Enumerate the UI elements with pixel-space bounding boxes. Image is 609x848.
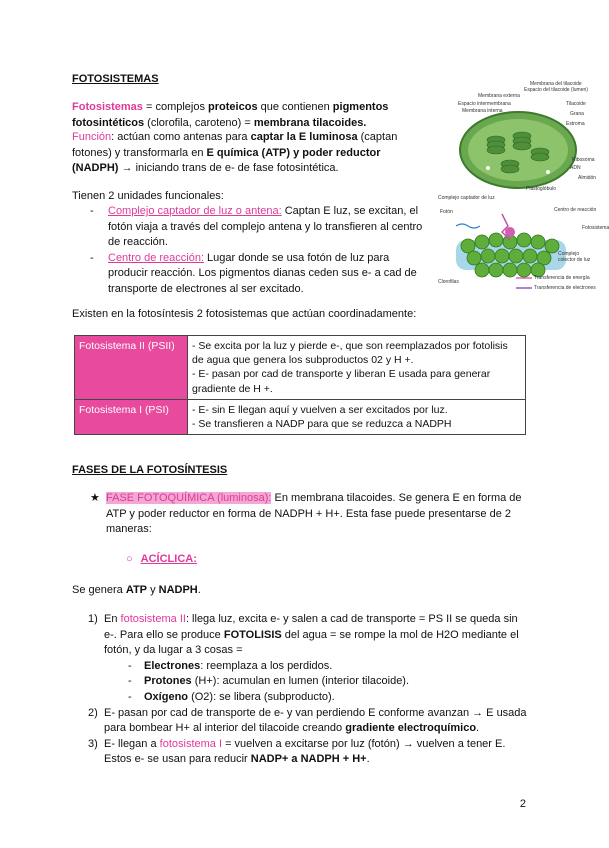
table-header-cell: Fotosistema II (PSII)	[75, 336, 188, 400]
step-bold: NADP+ a NADPH + H+	[250, 753, 367, 766]
sub-term: Oxígeno	[144, 691, 189, 704]
step-pink: fotosistema I	[159, 737, 223, 750]
unit-term-antena: Complejo captador de luz o antena:	[108, 205, 282, 217]
list-dash: -	[128, 691, 132, 704]
list-dash: -	[128, 659, 132, 672]
coord-text: Existen en la fotosíntesis 2 fotosistemas que actúan coordinadamente:	[72, 308, 417, 320]
step-text: = vuelven a excitarse por luz (fotón) → vuelven a tener E. Estos e- se usan para reducir	[104, 737, 506, 766]
fig-label: Estroma	[566, 121, 585, 127]
step-text: del agua = se rompe la mol de H2O mediante el fotón, y da lugar a 3 cosas =	[104, 628, 519, 657]
steps-list	[72, 612, 532, 768]
sub-text: (H+): acumulan en lumen (interior tilacoide).	[191, 675, 410, 688]
unit-term-centro: Centro de reacción:	[108, 251, 204, 264]
unit-text: Captan E luz, se excitan, el fotón viaja a través del complejo antena y lo transfieren al centro de reacción.	[108, 205, 423, 249]
definition-text: que contienen	[257, 101, 333, 113]
fig-label: Centro de reacción	[554, 207, 597, 213]
list-item	[72, 706, 532, 737]
step-pink: fotosistema II	[120, 613, 186, 625]
list-dash: -	[90, 205, 94, 217]
section-title-fases: FASES DE LA FOTOSÍNTESIS	[72, 464, 228, 476]
sub-text: : reemplaza a los perdidos.	[200, 659, 333, 672]
step-number: 1)	[88, 613, 98, 625]
step-number: 3)	[88, 737, 98, 750]
fig-label: Membrana interna	[462, 108, 503, 114]
genera-bold: NADPH	[158, 584, 198, 596]
definition-paragraph	[72, 100, 422, 131]
aciclica-label: ACÍCLICA:	[140, 553, 197, 565]
fig-label: Complejo captador de luz	[438, 195, 495, 201]
sub-term: Electrones	[144, 659, 201, 672]
table-row	[75, 336, 526, 400]
list-item	[72, 612, 532, 659]
fig-label: Espacio intermembrana	[458, 101, 511, 107]
units-list	[72, 204, 427, 298]
definition-bold: membrana tilacoides.	[253, 116, 367, 129]
list-dash: -	[128, 675, 132, 688]
definition-text: (clorofila, caroteno) =	[144, 116, 254, 129]
definition-text: = complejos	[142, 101, 209, 113]
table-line: - E- pasan por cad de transporte y liberan E usada para generar gradiente de H +.	[192, 368, 491, 395]
table-cell	[188, 336, 526, 400]
step-text: .	[366, 753, 370, 766]
fig-label: Fotosistema	[582, 225, 609, 231]
list-dash: -	[90, 251, 94, 264]
chloroplast-figure	[438, 80, 598, 195]
fig-label: Membrana del tilacoide	[530, 81, 582, 87]
function-text: (captan fotones) y transformarla en	[72, 131, 398, 159]
list-item	[72, 204, 427, 251]
step-text: E- pasan por cad de transporte de e- y van perdiendo E conforme avanzan → E usada para bombear H+ al interior del tilacoide creando	[104, 706, 527, 735]
fig-label: Espacio del tilacoide (lumen)	[524, 87, 588, 93]
photosystems-table	[74, 335, 526, 435]
fig-label: Complejo colector de luz	[558, 251, 591, 263]
fig-label: Grana	[570, 111, 584, 117]
fase-text: En membrana tilacoides. Se genera E en forma de ATP y poder reductor en forma de NADPH + H+. Esta fase puede presentarse de 2 maneras:	[106, 492, 522, 536]
fig-label: Fotón	[440, 209, 453, 215]
table-row	[75, 399, 526, 434]
genera-bold: ATP	[125, 584, 148, 596]
table-header-cell: Fotosistema I (PSI)	[75, 399, 188, 434]
fig-label: ADN	[570, 165, 581, 171]
genera-text: y	[147, 584, 159, 596]
section-title-fotosistemas: FOTOSISTEMAS	[72, 73, 159, 85]
list-item	[72, 690, 532, 706]
fig-label: Membrana externa	[478, 93, 520, 99]
step-bold: gradiente electroquímico	[345, 722, 477, 735]
table-cell	[188, 399, 526, 434]
step-text: .	[476, 722, 480, 735]
function-term: Función	[72, 131, 112, 143]
function-text: : actúan como antenas para	[111, 131, 251, 143]
fase-term: FASE FOTOQUÍMICA (luminosa):	[106, 492, 272, 504]
definition-term: Fotosistemas	[72, 101, 143, 113]
unit-text: Lugar donde se usa fotón de luz para producir reacción. Los pigmentos dianas ceden sus e- a cad de transporte de electrones al ser excitado.	[108, 251, 417, 296]
fase-paragraph	[90, 491, 530, 538]
step-text: : llega luz, excita e- y salen a cad de transporte = PS II se queda sin e-. Para ello se produce	[104, 613, 518, 641]
function-bold: captar la E luminosa	[250, 131, 358, 143]
fig-label: Clorofilas	[438, 279, 459, 285]
fig-label: Plastoglóbulo	[526, 186, 557, 192]
list-item	[72, 659, 532, 675]
fig-label: Tilacoide	[566, 101, 586, 107]
function-paragraph	[72, 130, 422, 177]
page-number: 2	[519, 798, 526, 810]
genera-line	[72, 583, 201, 599]
list-item	[72, 251, 427, 298]
table-line: - Se excita por la luz y pierde e-, que son reemplazados por fotolisis de agua que genera los subproductos 02 y H +.	[192, 340, 508, 367]
genera-text: Se genera	[72, 584, 126, 596]
sub-term: Protones	[144, 675, 192, 688]
units-intro: Tienen 2 unidades funcionales:	[72, 190, 224, 202]
circle-bullet-icon: ○	[126, 553, 133, 565]
definition-bold: proteicos	[208, 101, 258, 113]
table-line: - E- sin E llegan aquí y vuelven a ser excitados por luz.	[192, 403, 448, 416]
function-bold: E química (ATP) y poder reductor (NADPH)	[72, 146, 381, 175]
aciclica-heading	[126, 552, 197, 568]
function-text: → iniciando trans de e- de fase fotosintética.	[118, 162, 339, 175]
photosystem-figure	[436, 195, 609, 304]
step-bold: FOTOLISIS	[223, 628, 282, 641]
definition-bold: pigmentos fotosintéticos	[72, 101, 389, 129]
fig-label: Almidón	[578, 175, 597, 181]
fig-label: Transferencia de energía	[534, 275, 590, 281]
step-text: E- llegan a	[104, 737, 160, 750]
step-text: En	[104, 613, 121, 625]
star-icon: ★	[90, 492, 100, 504]
genera-text: .	[197, 584, 201, 596]
table-line: - Se transfieren a NADP para que se reduzca a NADPH	[192, 417, 452, 430]
sub-text: (O2): se libera (subproducto).	[188, 691, 335, 704]
list-item	[72, 674, 532, 690]
fig-label: Ribosoma	[572, 157, 595, 163]
step-number: 2)	[88, 706, 98, 719]
fig-label: Transferencia de electrones	[534, 285, 596, 291]
list-item	[72, 737, 532, 768]
